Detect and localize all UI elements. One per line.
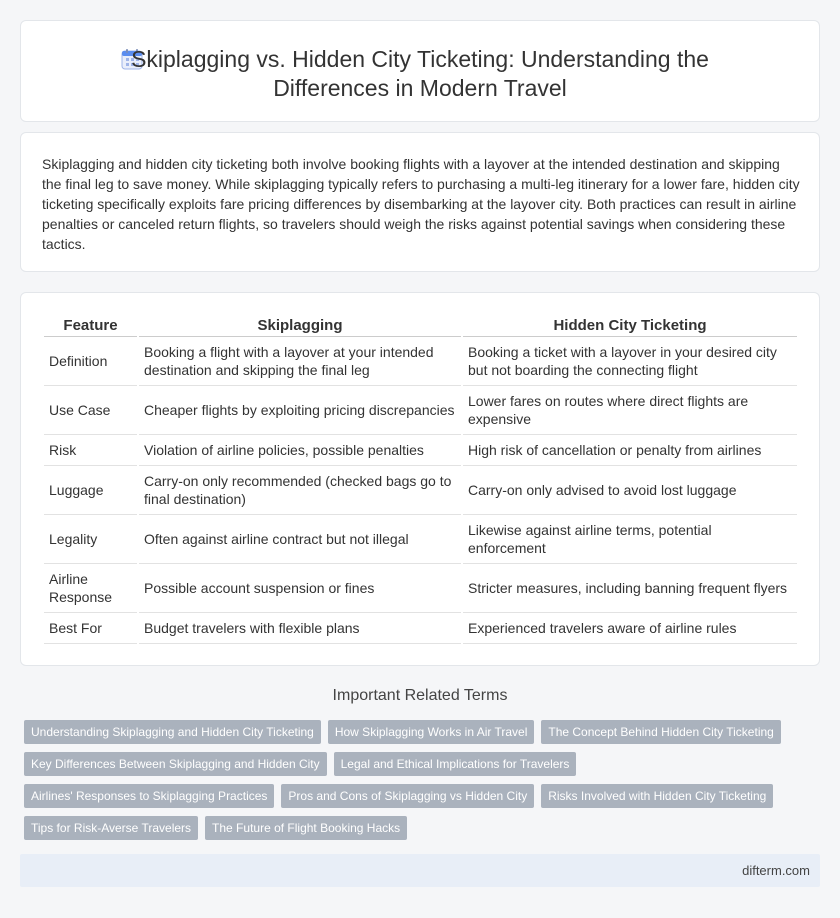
comparison-table xyxy=(42,315,799,644)
cell-hidden-city: Likewise against airline terms, potential enforcement xyxy=(463,515,797,564)
intro-card xyxy=(20,132,820,272)
related-tag[interactable]: Legal and Ethical Implications for Travelers xyxy=(334,752,577,776)
related-tag[interactable]: How Skiplagging Works in Air Travel xyxy=(328,720,535,744)
related-tag[interactable]: The Concept Behind Hidden City Ticketing xyxy=(541,720,780,744)
cell-feature: Use Case xyxy=(44,386,137,435)
comparison-card xyxy=(20,292,820,666)
cell-feature: Legality xyxy=(44,515,137,564)
cell-feature: Luggage xyxy=(44,466,137,515)
cell-hidden-city: Carry-on only advised to avoid lost luggage xyxy=(463,466,797,515)
cell-hidden-city: Booking a ticket with a layover in your desired city but not boarding the connecting flight xyxy=(463,337,797,386)
table-row xyxy=(44,435,797,466)
related-terms-heading: Important Related Terms xyxy=(332,687,508,704)
intro-paragraph: Skiplagging and hidden city ticketing both involve booking flights with a layover at the intended destination and skipping the final leg to save money. While skiplagging typically refers to purchasing a multi-leg itinerary for a lower fare, hidden city ticketing specifically exploits fare pricing differences by disembarking at the layover city. Both practices can result in airline penalties or canceled return flights, so travelers should weigh the risks against potential savings when considering these tactics. xyxy=(42,156,800,252)
title-card xyxy=(20,20,820,122)
table-row xyxy=(44,613,797,644)
table-row xyxy=(44,466,797,515)
cell-hidden-city: High risk of cancellation or penalty from airlines xyxy=(463,435,797,466)
header-skiplagging: Skiplagging xyxy=(139,315,461,337)
table-row xyxy=(44,515,797,564)
related-tag[interactable]: Airlines' Responses to Skiplagging Practices xyxy=(24,784,274,808)
table-row xyxy=(44,386,797,435)
cell-skiplagging: Possible account suspension or fines xyxy=(139,564,461,613)
cell-skiplagging: Often against airline contract but not illegal xyxy=(139,515,461,564)
footer xyxy=(20,854,820,887)
cell-hidden-city: Stricter measures, including banning frequent flyers xyxy=(463,564,797,613)
cell-skiplagging: Budget travelers with flexible plans xyxy=(139,613,461,644)
related-tag[interactable]: Pros and Cons of Skiplagging vs Hidden City xyxy=(281,784,534,808)
page-title: Skiplagging vs. Hidden City Ticketing: Understanding the Differences in Modern Travel xyxy=(131,46,709,101)
cell-hidden-city: Lower fares on routes where direct flights are expensive xyxy=(463,386,797,435)
header-hidden-city: Hidden City Ticketing xyxy=(463,315,797,337)
related-tag[interactable]: Understanding Skiplagging and Hidden City Ticketing xyxy=(24,720,321,744)
cell-feature: Definition xyxy=(44,337,137,386)
cell-skiplagging: Carry-on only recommended (checked bags go to final destination) xyxy=(139,466,461,515)
table-row xyxy=(44,564,797,613)
related-tag[interactable]: Key Differences Between Skiplagging and Hidden City xyxy=(24,752,327,776)
cell-feature: Best For xyxy=(44,613,137,644)
footer-site-link[interactable]: difterm.com xyxy=(742,863,810,878)
cell-feature: Airline Response xyxy=(44,564,137,613)
related-tags xyxy=(24,720,824,840)
header-feature: Feature xyxy=(44,315,137,337)
table-row xyxy=(44,337,797,386)
related-tag[interactable]: Tips for Risk-Averse Travelers xyxy=(24,816,198,840)
related-tag[interactable]: The Future of Flight Booking Hacks xyxy=(205,816,407,840)
related-tag[interactable]: Risks Involved with Hidden City Ticketing xyxy=(541,784,773,808)
cell-skiplagging: Cheaper flights by exploiting pricing discrepancies xyxy=(139,386,461,435)
table-header-row xyxy=(44,315,797,337)
cell-feature: Risk xyxy=(44,435,137,466)
cell-hidden-city: Experienced travelers aware of airline rules xyxy=(463,613,797,644)
cell-skiplagging: Booking a flight with a layover at your intended destination and skipping the final leg xyxy=(139,337,461,386)
cell-skiplagging: Violation of airline policies, possible penalties xyxy=(139,435,461,466)
